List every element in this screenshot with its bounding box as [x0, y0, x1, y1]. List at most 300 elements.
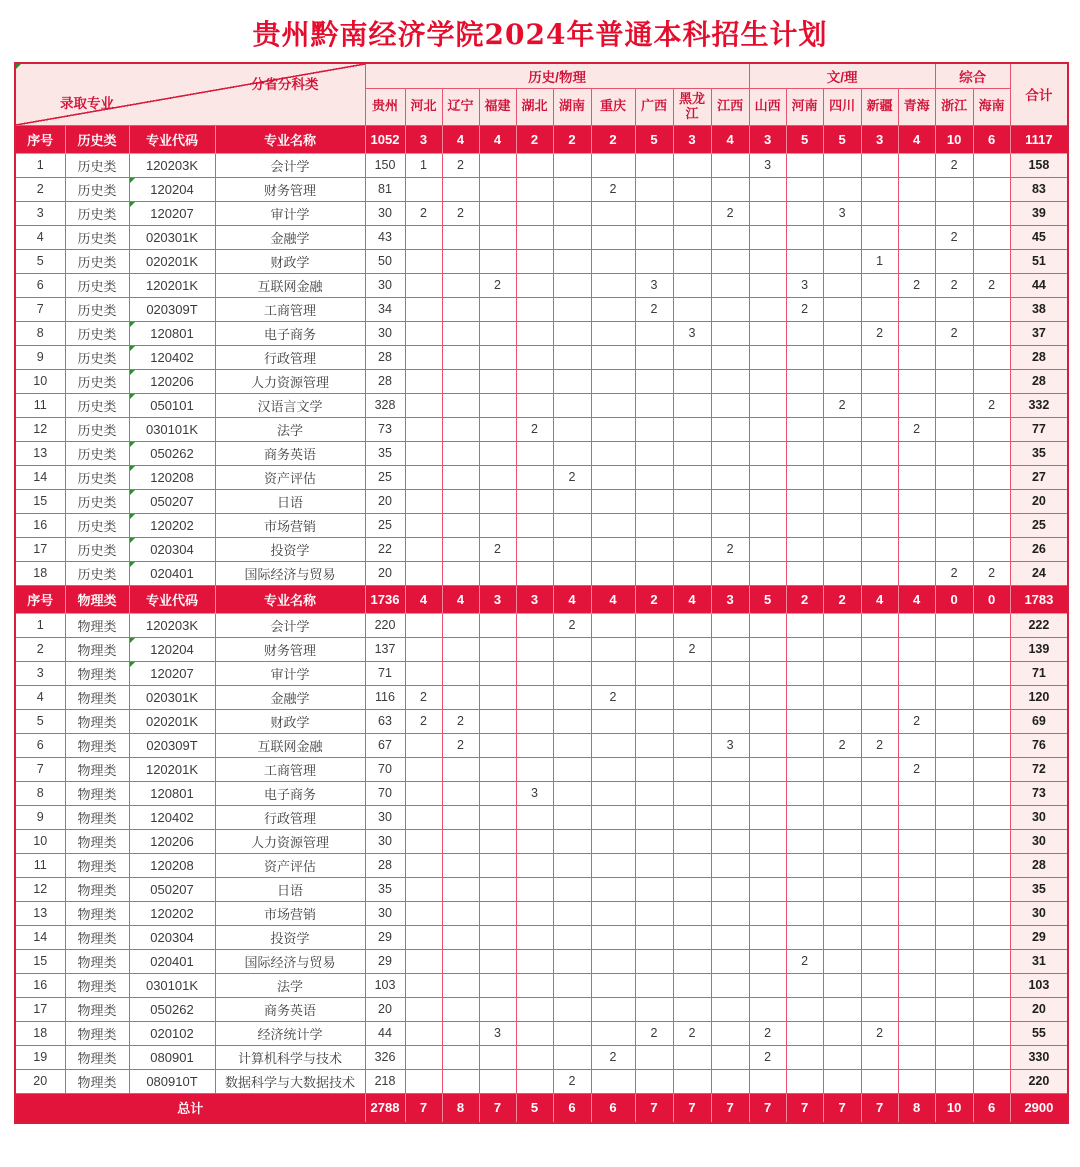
table-row: [15, 733, 1068, 757]
value-cell: [479, 949, 516, 973]
table-row: [15, 661, 1068, 685]
major-name-cell: 汉语言文学: [215, 393, 365, 417]
value-cell: [786, 757, 823, 781]
row-total-cell: 222: [1010, 613, 1068, 637]
seq-cell: 7: [15, 297, 65, 321]
value-cell: [711, 441, 749, 465]
section-total-value-cell: 4: [405, 585, 442, 613]
value-cell: [749, 829, 786, 853]
enrollment-plan-table: [14, 62, 1069, 1124]
category-cell: 物理类: [65, 901, 129, 925]
value-cell: [591, 1069, 635, 1093]
value-cell: [935, 613, 973, 637]
seq-cell: 2: [15, 177, 65, 201]
value-cell: [516, 613, 553, 637]
value-cell: [898, 637, 935, 661]
value-cell: [405, 345, 442, 369]
value-cell: [823, 177, 861, 201]
value-cell: [442, 513, 479, 537]
value-cell: [516, 997, 553, 1021]
excel-flag-icon: [130, 394, 135, 399]
value-cell: 2: [635, 1021, 673, 1045]
row-total-cell: 103: [1010, 973, 1068, 997]
excel-flag-icon: [130, 466, 135, 471]
value-cell: [973, 345, 1010, 369]
value-cell: [591, 613, 635, 637]
major-name-cell: 财政学: [215, 709, 365, 733]
value-cell: [516, 489, 553, 513]
seq-cell: 6: [15, 733, 65, 757]
group-header-comprehensive: 综合: [935, 63, 1010, 88]
value-cell: [823, 513, 861, 537]
table-row: [15, 925, 1068, 949]
grand-total-value-cell: 7: [673, 1093, 711, 1123]
value-cell: 220: [365, 613, 405, 637]
value-cell: [861, 489, 898, 513]
seq-cell: 13: [15, 901, 65, 925]
major-name-cell: 工商管理: [215, 757, 365, 781]
value-cell: [861, 949, 898, 973]
value-cell: [973, 637, 1010, 661]
value-cell: [786, 925, 823, 949]
value-cell: [442, 661, 479, 685]
value-cell: 2: [935, 225, 973, 249]
category-cell: 物理类: [65, 613, 129, 637]
page-title: 贵州黔南经济学院2024年普通本科招生计划: [252, 18, 828, 51]
value-cell: 2: [591, 685, 635, 709]
value-cell: [591, 273, 635, 297]
value-cell: [673, 925, 711, 949]
value-cell: [786, 441, 823, 465]
value-cell: [823, 805, 861, 829]
value-cell: [786, 973, 823, 997]
value-cell: [711, 685, 749, 709]
seq-cell: 2: [15, 637, 65, 661]
province-header-cell: 黑龙江: [673, 88, 711, 125]
value-cell: [935, 805, 973, 829]
value-cell: 2: [973, 393, 1010, 417]
value-cell: [673, 273, 711, 297]
value-cell: [749, 733, 786, 757]
value-cell: [861, 393, 898, 417]
table-row: [15, 1045, 1068, 1069]
value-cell: 2: [405, 709, 442, 733]
major-name-cell: 审计学: [215, 661, 365, 685]
value-cell: [823, 153, 861, 177]
section-total-value-cell: 4: [898, 585, 935, 613]
value-cell: [786, 853, 823, 877]
value-cell: [749, 949, 786, 973]
value-cell: [898, 949, 935, 973]
value-cell: [711, 393, 749, 417]
value-cell: [973, 177, 1010, 201]
value-cell: [786, 997, 823, 1021]
value-cell: [405, 393, 442, 417]
category-cell: 历史类: [65, 225, 129, 249]
grand-total-value-cell: 2788: [365, 1093, 405, 1123]
value-cell: [673, 973, 711, 997]
code-cell: 120203K: [129, 153, 215, 177]
row-total-cell: 30: [1010, 805, 1068, 829]
category-cell: 历史类: [65, 393, 129, 417]
value-cell: [823, 781, 861, 805]
value-cell: [786, 805, 823, 829]
value-cell: [591, 733, 635, 757]
value-cell: [823, 973, 861, 997]
value-cell: [673, 757, 711, 781]
category-cell: 历史类: [65, 513, 129, 537]
value-cell: 67: [365, 733, 405, 757]
value-cell: [823, 345, 861, 369]
value-cell: [786, 661, 823, 685]
value-cell: [479, 877, 516, 901]
table-row: [15, 685, 1068, 709]
value-cell: [898, 345, 935, 369]
category-cell: 物理类: [65, 997, 129, 1021]
value-cell: [479, 805, 516, 829]
major-name-cell: 会计学: [215, 613, 365, 637]
value-cell: [973, 201, 1010, 225]
major-name-cell: 法学: [215, 417, 365, 441]
value-cell: [516, 369, 553, 393]
value-cell: 137: [365, 637, 405, 661]
value-cell: [635, 513, 673, 537]
value-cell: [973, 1045, 1010, 1069]
value-cell: [591, 417, 635, 441]
value-cell: [935, 973, 973, 997]
value-cell: [861, 781, 898, 805]
value-cell: [711, 829, 749, 853]
major-name-cell: 日语: [215, 489, 365, 513]
value-cell: 3: [749, 153, 786, 177]
value-cell: [516, 297, 553, 321]
value-cell: [516, 273, 553, 297]
value-cell: [405, 1021, 442, 1045]
section-grand-total-cell: 1117: [1010, 125, 1068, 153]
value-cell: [673, 417, 711, 441]
value-cell: [861, 877, 898, 901]
value-cell: [591, 249, 635, 273]
value-cell: [553, 537, 591, 561]
value-cell: [635, 637, 673, 661]
value-cell: [749, 685, 786, 709]
value-cell: 30: [365, 321, 405, 345]
grand-total-value-cell: 5: [516, 1093, 553, 1123]
row-total-cell: 51: [1010, 249, 1068, 273]
value-cell: [516, 201, 553, 225]
value-cell: [442, 561, 479, 585]
value-cell: [786, 1021, 823, 1045]
value-cell: [635, 685, 673, 709]
value-cell: [442, 925, 479, 949]
value-cell: [673, 489, 711, 513]
value-cell: [673, 733, 711, 757]
value-cell: [861, 201, 898, 225]
value-cell: [898, 297, 935, 321]
grand-total-label: 总计: [15, 1093, 365, 1123]
value-cell: 2: [553, 613, 591, 637]
value-cell: [635, 757, 673, 781]
value-cell: 328: [365, 393, 405, 417]
value-cell: [405, 1045, 442, 1069]
value-cell: [861, 925, 898, 949]
row-total-cell: 27: [1010, 465, 1068, 489]
seq-cell: 14: [15, 465, 65, 489]
value-cell: 2: [898, 709, 935, 733]
table-row: [15, 321, 1068, 345]
value-cell: [673, 685, 711, 709]
value-cell: 2: [973, 273, 1010, 297]
value-cell: [711, 925, 749, 949]
code-cell: 020309T: [129, 733, 215, 757]
value-cell: [749, 997, 786, 1021]
value-cell: [823, 877, 861, 901]
value-cell: [898, 441, 935, 465]
value-cell: [479, 781, 516, 805]
value-cell: [898, 781, 935, 805]
value-cell: [553, 225, 591, 249]
value-cell: [516, 177, 553, 201]
category-cell: 历史类: [65, 561, 129, 585]
value-cell: [442, 1069, 479, 1093]
value-cell: [635, 613, 673, 637]
value-cell: [516, 733, 553, 757]
code-cell: 020201K: [129, 709, 215, 733]
value-cell: [711, 709, 749, 733]
value-cell: [516, 829, 553, 853]
value-cell: [935, 465, 973, 489]
seq-cell: 19: [15, 1045, 65, 1069]
province-header-cell: 河北: [405, 88, 442, 125]
value-cell: [898, 321, 935, 345]
province-header-cell: 江西: [711, 88, 749, 125]
value-cell: [442, 345, 479, 369]
code-cell: 020401: [129, 561, 215, 585]
province-header-cell: 浙江: [935, 88, 973, 125]
category-cell: 历史类: [65, 369, 129, 393]
value-cell: [861, 297, 898, 321]
category-cell: 历史类: [65, 417, 129, 441]
value-cell: [749, 901, 786, 925]
group-header-row: [15, 63, 1068, 88]
value-cell: [516, 949, 553, 973]
name-column-header: 专业名称: [215, 585, 365, 613]
seq-cell: 5: [15, 249, 65, 273]
value-cell: [553, 1045, 591, 1069]
value-cell: [973, 249, 1010, 273]
value-cell: [635, 393, 673, 417]
province-header-cell: 河南: [786, 88, 823, 125]
value-cell: [591, 225, 635, 249]
value-cell: [823, 225, 861, 249]
excel-flag-icon: [130, 638, 135, 643]
grand-total-value-cell: 6: [591, 1093, 635, 1123]
value-cell: [711, 661, 749, 685]
value-cell: 2: [749, 1021, 786, 1045]
code-cell: 050207: [129, 489, 215, 513]
section-total-value-cell: 4: [479, 125, 516, 153]
table-row: [15, 369, 1068, 393]
value-cell: 2: [673, 1021, 711, 1045]
code-cell: 120402: [129, 805, 215, 829]
value-cell: [935, 637, 973, 661]
section-total-value-cell: 1736: [365, 585, 405, 613]
value-cell: [591, 561, 635, 585]
value-cell: [516, 973, 553, 997]
value-cell: [405, 877, 442, 901]
section-total-value-cell: 2: [553, 125, 591, 153]
major-name-cell: 人力资源管理: [215, 829, 365, 853]
value-cell: 35: [365, 441, 405, 465]
value-cell: [861, 757, 898, 781]
value-cell: [405, 613, 442, 637]
value-cell: [711, 249, 749, 273]
value-cell: [591, 901, 635, 925]
value-cell: [553, 997, 591, 1021]
value-cell: [861, 853, 898, 877]
category-cell: 历史类: [65, 489, 129, 513]
value-cell: [749, 561, 786, 585]
code-cell: 120202: [129, 513, 215, 537]
excel-flag-icon: [130, 490, 135, 495]
value-cell: [935, 177, 973, 201]
value-cell: [749, 225, 786, 249]
value-cell: [405, 561, 442, 585]
value-cell: [749, 757, 786, 781]
value-cell: [749, 973, 786, 997]
value-cell: 3: [711, 733, 749, 757]
value-cell: [591, 781, 635, 805]
value-cell: [442, 637, 479, 661]
section-total-value-cell: 1052: [365, 125, 405, 153]
category-cell: 历史类: [65, 345, 129, 369]
table-row: [15, 637, 1068, 661]
code-cell: 020401: [129, 949, 215, 973]
value-cell: [711, 1069, 749, 1093]
value-cell: [711, 321, 749, 345]
value-cell: [711, 1021, 749, 1045]
seq-cell: 1: [15, 153, 65, 177]
value-cell: [861, 513, 898, 537]
value-cell: [711, 465, 749, 489]
category-cell: 物理类: [65, 661, 129, 685]
value-cell: [861, 805, 898, 829]
value-cell: 116: [365, 685, 405, 709]
value-cell: [861, 901, 898, 925]
code-column-header: 专业代码: [129, 125, 215, 153]
row-total-cell: 31: [1010, 949, 1068, 973]
excel-flag-icon: [130, 202, 135, 207]
table-row: [15, 513, 1068, 537]
value-cell: [749, 853, 786, 877]
value-cell: [823, 465, 861, 489]
value-cell: [973, 489, 1010, 513]
seq-cell: 17: [15, 997, 65, 1021]
value-cell: [553, 561, 591, 585]
value-cell: [479, 853, 516, 877]
value-cell: 218: [365, 1069, 405, 1093]
seq-cell: 16: [15, 973, 65, 997]
category-cell: 历史类: [65, 321, 129, 345]
value-cell: [786, 393, 823, 417]
value-cell: [786, 637, 823, 661]
value-cell: [973, 973, 1010, 997]
value-cell: [898, 733, 935, 757]
value-cell: [553, 321, 591, 345]
value-cell: [749, 613, 786, 637]
value-cell: [516, 1021, 553, 1045]
row-total-cell: 35: [1010, 441, 1068, 465]
excel-flag-icon: [130, 514, 135, 519]
code-cell: 120801: [129, 781, 215, 805]
row-total-cell: 45: [1010, 225, 1068, 249]
value-cell: [553, 297, 591, 321]
row-total-cell: 30: [1010, 901, 1068, 925]
code-cell: 120207: [129, 661, 215, 685]
value-cell: [823, 661, 861, 685]
value-cell: 70: [365, 757, 405, 781]
province-header-cell: 湖南: [553, 88, 591, 125]
value-cell: [711, 225, 749, 249]
value-cell: 34: [365, 297, 405, 321]
grand-total-value-cell: 7: [635, 1093, 673, 1123]
section-header-row: [15, 585, 1068, 613]
value-cell: 28: [365, 345, 405, 369]
value-cell: [861, 997, 898, 1021]
table-row: [15, 877, 1068, 901]
value-cell: [635, 901, 673, 925]
section-total-value-cell: 2: [591, 125, 635, 153]
value-cell: 2: [749, 1045, 786, 1069]
value-cell: [442, 441, 479, 465]
excel-flag-icon: [130, 178, 135, 183]
value-cell: [973, 829, 1010, 853]
major-name-cell: 财务管理: [215, 637, 365, 661]
value-cell: [786, 513, 823, 537]
value-cell: [479, 297, 516, 321]
table-row: [15, 1069, 1068, 1093]
value-cell: [591, 369, 635, 393]
value-cell: [749, 877, 786, 901]
value-cell: [479, 757, 516, 781]
value-cell: [823, 1045, 861, 1069]
value-cell: [823, 273, 861, 297]
value-cell: [591, 513, 635, 537]
category-cell: 物理类: [65, 709, 129, 733]
row-total-cell: 83: [1010, 177, 1068, 201]
value-cell: 30: [365, 805, 405, 829]
value-cell: 25: [365, 513, 405, 537]
value-cell: [749, 345, 786, 369]
value-cell: [553, 877, 591, 901]
seq-cell: 8: [15, 781, 65, 805]
value-cell: [711, 417, 749, 441]
value-cell: [823, 925, 861, 949]
value-cell: [635, 321, 673, 345]
value-cell: [405, 297, 442, 321]
value-cell: [405, 465, 442, 489]
value-cell: [749, 537, 786, 561]
value-cell: [898, 1069, 935, 1093]
value-cell: [823, 1069, 861, 1093]
value-cell: [635, 345, 673, 369]
value-cell: [935, 297, 973, 321]
value-cell: [749, 489, 786, 513]
value-cell: [673, 781, 711, 805]
seq-cell: 5: [15, 709, 65, 733]
value-cell: [898, 613, 935, 637]
section-total-value-cell: 2: [823, 585, 861, 613]
